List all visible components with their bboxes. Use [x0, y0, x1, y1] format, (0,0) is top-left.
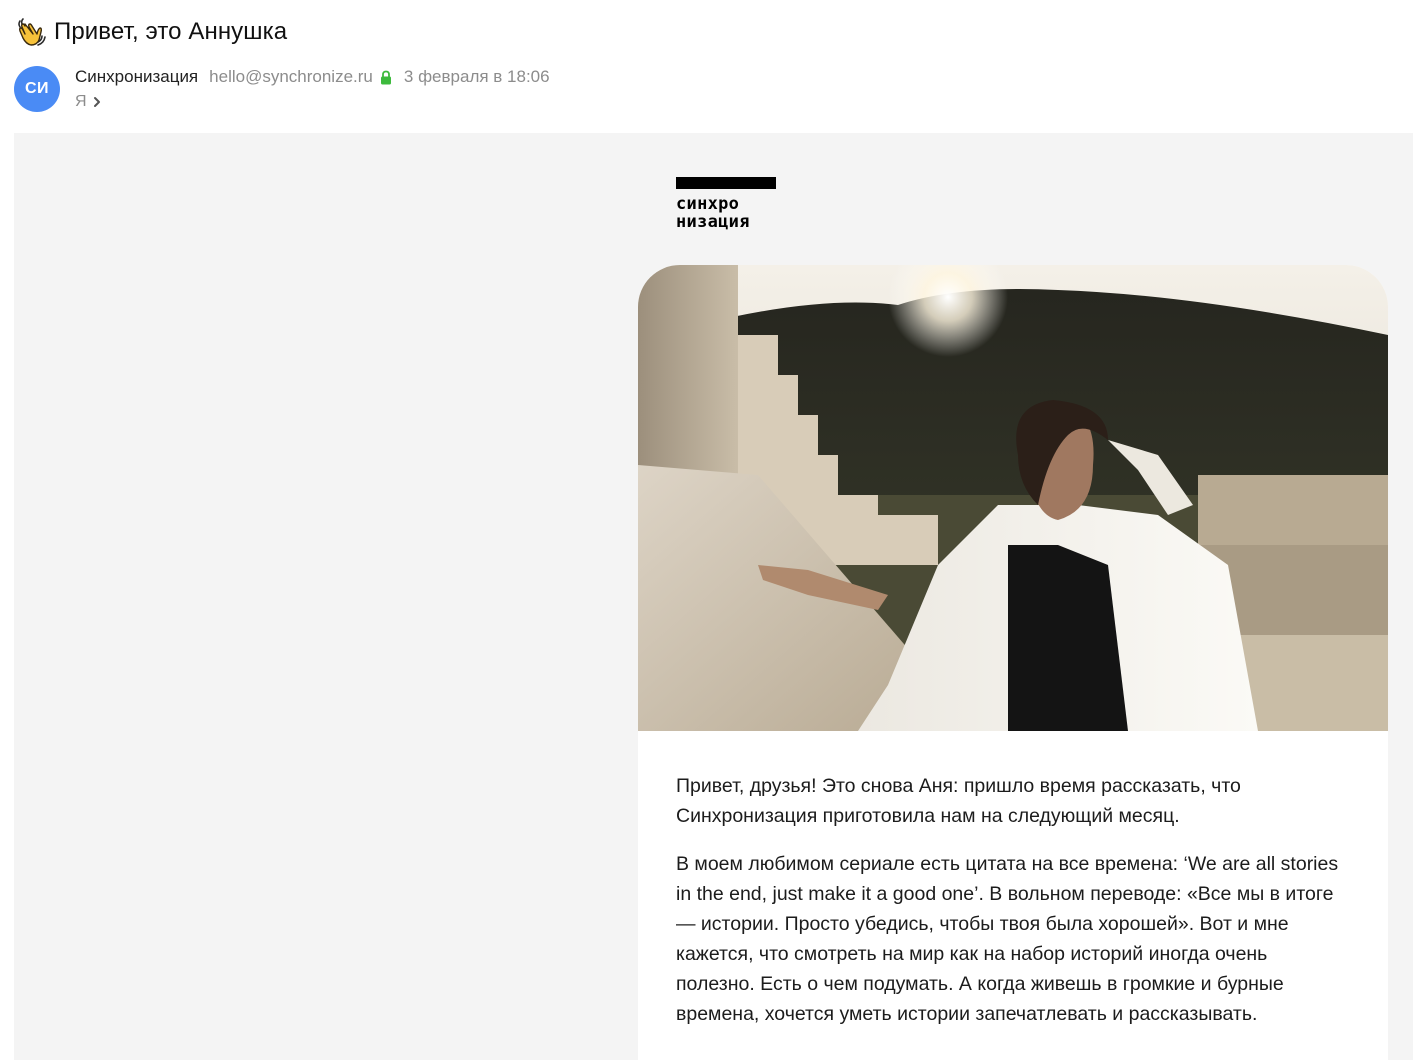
recipient-toggle[interactable] [75, 92, 102, 112]
paragraph-greeting: Привет, друзья! Это снова Аня: пришло время рассказать, что Синхронизация приготовила нам на следующий месяц. [676, 775, 1241, 827]
subject-title: Привет, это Аннушка [54, 18, 288, 45]
brand-bar [676, 177, 776, 189]
lock-icon [380, 70, 392, 85]
avatar-initials: СИ [24, 80, 50, 97]
chevron-right-icon [92, 96, 102, 108]
brand-line-2: низация [676, 212, 750, 232]
sent-date: 3 февраля в 18:06 [403, 67, 550, 86]
email-subject [16, 14, 287, 50]
email-text [638, 731, 1388, 1029]
sender-name[interactable]: Синхронизация [75, 67, 199, 86]
sender-avatar[interactable] [14, 66, 60, 112]
brand-logo [676, 177, 778, 231]
brand-wordmark [676, 195, 778, 231]
newsletter-card [638, 265, 1388, 1060]
recipient-name: Я [75, 93, 87, 110]
waving-hand-icon [16, 16, 46, 48]
paragraph-quote: В моем любимом сериале есть цитата на все времена: ‘We are all stories in the end, just make it a good one’. В вольном переводе: «Все мы в итоге — истории. Просто убедись, чтобы твоя была хорошей». Вот и мне кажется, что смотреть на мир как на набор историй иногда очень полезно. Есть о чем подумать. А когда живешь в громкие и бурные времена, хочется уметь истории запечатлевать и рассказывать. [676, 853, 1339, 1025]
sender-email[interactable]: hello@synchronize.ru [209, 67, 373, 86]
sender-info [75, 66, 550, 88]
brand-line-1: синхро [676, 194, 740, 214]
hero-photo [638, 265, 1388, 731]
email-content [14, 133, 1413, 1060]
